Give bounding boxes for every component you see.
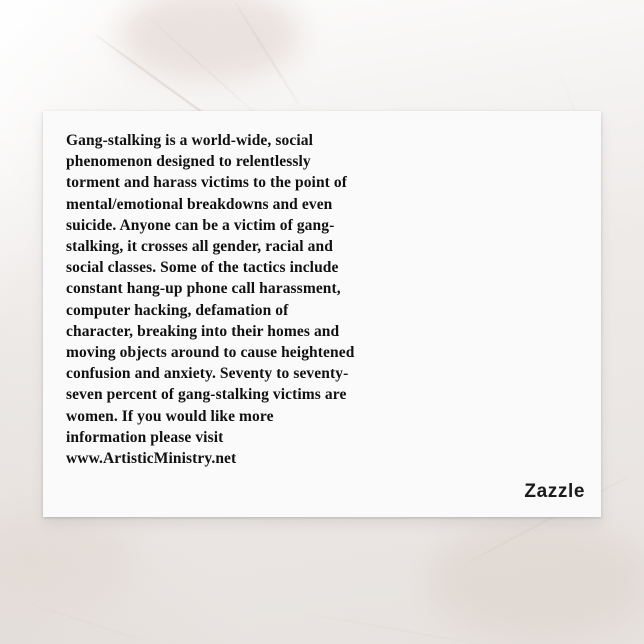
postcard bbox=[43, 111, 601, 517]
zazzle-brand-label: Zazzle bbox=[524, 481, 585, 502]
marble-blotch bbox=[0, 520, 130, 600]
marble-blotch bbox=[120, 0, 300, 80]
postcard-text-block bbox=[66, 130, 359, 469]
marble-blotch bbox=[430, 520, 644, 640]
postcard-body-text: Gang-stalking is a world-wide, social phenomenon designed to relentlessly torment and harass victims to the point of mental/emotional breakdowns and even suicide. Anyone can be a victim of gang-stalking, it crosses all gender, racial and social classes. Some of the tactics include constant hang-up phone call harassment, computer hacking, defamation of character, breaking into their homes and moving objects around to cause heightened confusion and anxiety. Seventy to seventy-seven percent of gang-stalking victims are women. If you would like more information please visit www.ArtisticMinistry.net bbox=[66, 132, 359, 468]
marble-vein bbox=[20, 600, 144, 641]
